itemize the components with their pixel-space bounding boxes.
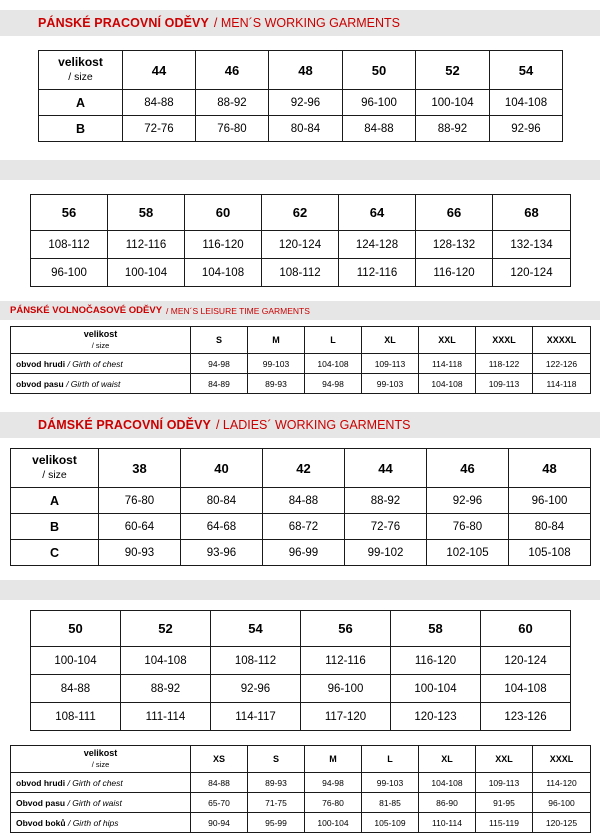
col-header: 42	[263, 449, 345, 488]
heading-ladies-working-en: / LADIES´ WORKING GARMENTS	[215, 418, 411, 432]
col-header: XXL	[419, 327, 476, 354]
col-header: L	[305, 327, 362, 354]
table-cell: 60-64	[99, 514, 181, 540]
table-wrap-mens-working	[0, 50, 600, 142]
row-label-en: / Girth of waist	[66, 378, 121, 389]
heading-mens-leisure-en: / MEN´S LEISURE TIME GARMENTS	[166, 305, 310, 316]
heading-band-blank-1	[0, 160, 600, 180]
col-header: M	[248, 327, 305, 354]
table-cell: 96-100	[533, 793, 591, 813]
col-header: 46	[427, 449, 509, 488]
table-ladies-working-continued	[30, 610, 571, 731]
table-cell: 124-128	[339, 231, 416, 259]
table-row	[11, 488, 591, 514]
col-header: 56	[31, 195, 108, 231]
table-cell: 120-124	[262, 231, 339, 259]
table-cell: 104-108	[481, 675, 571, 703]
table-cell: 84-89	[191, 374, 248, 394]
table-cell: 80-84	[269, 116, 343, 142]
table-ladies-leisure	[10, 745, 591, 833]
col-header: 56	[301, 611, 391, 647]
table-cell: 92-96	[490, 116, 563, 142]
spacer-1	[0, 142, 600, 160]
table-cell: 65-70	[191, 793, 248, 813]
table-cell: 89-93	[248, 374, 305, 394]
table-row	[11, 773, 591, 793]
table-row	[39, 90, 563, 116]
table-cell: 99-103	[248, 354, 305, 374]
table-cell: 100-104	[416, 90, 490, 116]
table-cell: 109-113	[476, 374, 533, 394]
heading-mens-working	[0, 10, 600, 36]
size-label-main: velikost	[83, 748, 118, 759]
col-header: 48	[509, 449, 591, 488]
size-label-sub: / size	[91, 341, 110, 350]
spacer-6	[0, 438, 600, 448]
row-label-en: / Girth of chest	[67, 777, 123, 788]
table-row	[11, 813, 591, 833]
table-cell: 108-112	[211, 647, 301, 675]
col-header: 62	[262, 195, 339, 231]
table-cell: 92-96	[269, 90, 343, 116]
col-header: XXXL	[476, 327, 533, 354]
table-cell: 108-112	[31, 231, 108, 259]
table-cell: 120-124	[481, 647, 571, 675]
table-cell: 110-114	[419, 813, 476, 833]
table-cell: 109-113	[476, 773, 533, 793]
table-cell: 84-88	[123, 90, 196, 116]
heading-mens-working-en: / MEN´S WORKING GARMENTS	[213, 16, 401, 30]
table-cell: 99-102	[345, 540, 427, 566]
table-cell: 84-88	[31, 675, 121, 703]
size-label-cell	[39, 51, 123, 90]
table-cell: 99-103	[362, 374, 419, 394]
table-row	[11, 327, 591, 354]
table-cell: 71-75	[248, 793, 305, 813]
table-cell: 100-104	[391, 675, 481, 703]
col-header: 44	[345, 449, 427, 488]
table-cell: 114-118	[419, 354, 476, 374]
row-label: A	[39, 90, 123, 116]
table-cell: 104-108	[305, 354, 362, 374]
spacer-5	[0, 394, 600, 412]
table-cell: 112-116	[339, 259, 416, 287]
row-label-cz: obvod pasu	[16, 378, 64, 389]
size-label-sub: / size	[68, 71, 93, 83]
heading-ladies-working-cz: DÁMSKÉ PRACOVNÍ ODĚVY	[38, 418, 211, 432]
size-label-main: velikost	[83, 329, 118, 340]
table-cell: 91-95	[476, 793, 533, 813]
col-header: XL	[362, 327, 419, 354]
table-cell: 72-76	[123, 116, 196, 142]
table-cell: 104-108	[419, 773, 476, 793]
table-cell: 94-98	[305, 374, 362, 394]
table-row	[11, 514, 591, 540]
col-header: 52	[416, 51, 490, 90]
heading-mens-working-cz: PÁNSKÉ PRACOVNÍ ODĚVY	[38, 16, 209, 30]
row-label-cz: Obvod boků	[16, 817, 66, 828]
spacer-8	[0, 600, 600, 610]
table-row	[31, 195, 571, 231]
table-row	[11, 374, 591, 394]
table-cell: 92-96	[211, 675, 301, 703]
table-cell: 90-93	[99, 540, 181, 566]
row-label-cz: obvod hrudi	[16, 358, 66, 369]
table-cell: 104-108	[121, 647, 211, 675]
col-header: 58	[108, 195, 185, 231]
spacer-3	[0, 287, 600, 301]
col-header: 50	[31, 611, 121, 647]
table-cell: 96-100	[301, 675, 391, 703]
col-header: S	[191, 327, 248, 354]
table-cell: 90-94	[191, 813, 248, 833]
spacer-7	[0, 566, 600, 580]
table-mens-leisure	[10, 326, 591, 394]
table-cell: 94-98	[191, 354, 248, 374]
table-cell: 104-108	[419, 374, 476, 394]
table-row	[39, 116, 563, 142]
table-cell: 117-120	[301, 703, 391, 731]
table-cell: 100-104	[108, 259, 185, 287]
table-cell: 105-108	[509, 540, 591, 566]
table-cell: 122-126	[533, 354, 591, 374]
row-label	[11, 354, 191, 374]
table-ladies-working	[10, 448, 591, 566]
heading-mens-leisure	[0, 301, 600, 320]
table-cell: 114-117	[211, 703, 301, 731]
table-cell: 88-92	[121, 675, 211, 703]
row-label-en: / Girth of hips	[67, 817, 119, 828]
size-label-main: velikost	[58, 55, 103, 70]
table-cell: 102-105	[427, 540, 509, 566]
col-header: 66	[416, 195, 493, 231]
table-cell: 80-84	[509, 514, 591, 540]
size-label-sub: / size	[42, 469, 67, 481]
table-row	[31, 611, 571, 647]
table-row	[31, 703, 571, 731]
size-label-cell	[11, 746, 191, 773]
table-mens-working	[38, 50, 563, 142]
top-spacer	[0, 0, 600, 10]
table-row	[31, 259, 571, 287]
table-cell: 96-100	[509, 488, 591, 514]
col-header: 60	[185, 195, 262, 231]
table-cell: 104-108	[490, 90, 563, 116]
col-header: XXXXL	[533, 327, 591, 354]
table-row	[11, 746, 591, 773]
table-cell: 68-72	[263, 514, 345, 540]
row-label	[11, 374, 191, 394]
table-row	[11, 540, 591, 566]
table-cell: 118-122	[476, 354, 533, 374]
table-cell: 95-99	[248, 813, 305, 833]
table-cell: 84-88	[263, 488, 345, 514]
size-label-cell	[11, 449, 99, 488]
table-cell: 100-104	[31, 647, 121, 675]
table-cell: 108-112	[262, 259, 339, 287]
table-wrap-ladies-leisure	[0, 745, 600, 833]
table-cell: 112-116	[108, 231, 185, 259]
spacer-2	[0, 180, 600, 194]
spacer-9	[0, 731, 600, 745]
row-label: A	[11, 488, 99, 514]
table-cell: 88-92	[345, 488, 427, 514]
col-header: 46	[196, 51, 269, 90]
table-wrap-mens-working-cont	[0, 194, 600, 287]
col-header: 40	[181, 449, 263, 488]
row-label	[11, 813, 191, 833]
table-row	[11, 354, 591, 374]
row-label-en: / Girth of chest	[67, 358, 123, 369]
row-label: C	[11, 540, 99, 566]
table-cell: 116-120	[416, 259, 493, 287]
table-cell: 93-96	[181, 540, 263, 566]
size-label-main: velikost	[32, 453, 77, 468]
table-cell: 120-124	[493, 259, 571, 287]
table-row	[31, 675, 571, 703]
table-row	[11, 793, 591, 813]
table-cell: 116-120	[185, 231, 262, 259]
table-wrap-mens-leisure	[0, 326, 600, 394]
col-header: S	[248, 746, 305, 773]
table-cell: 100-104	[305, 813, 362, 833]
col-header: XXXL	[533, 746, 591, 773]
table-cell: 81-85	[362, 793, 419, 813]
table-row	[39, 51, 563, 90]
table-cell: 94-98	[305, 773, 362, 793]
table-cell: 115-119	[476, 813, 533, 833]
row-label-cz: Obvod pasu	[16, 797, 66, 808]
table-row	[11, 449, 591, 488]
col-header: 64	[339, 195, 416, 231]
col-header: XXL	[476, 746, 533, 773]
row-label-en: / Girth of waist	[67, 797, 122, 808]
table-cell: 88-92	[416, 116, 490, 142]
table-cell: 92-96	[427, 488, 509, 514]
col-header: 52	[121, 611, 211, 647]
heading-ladies-working	[0, 412, 600, 438]
table-cell: 89-93	[248, 773, 305, 793]
table-cell: 109-113	[362, 354, 419, 374]
heading-band-blank-2	[0, 580, 600, 600]
col-header: 48	[269, 51, 343, 90]
table-cell: 80-84	[181, 488, 263, 514]
col-header: 44	[123, 51, 196, 90]
col-header: 58	[391, 611, 481, 647]
table-cell: 72-76	[345, 514, 427, 540]
table-cell: 99-103	[362, 773, 419, 793]
heading-mens-leisure-cz: PÁNSKÉ VOLNOČASOVÉ ODĚVY	[10, 305, 163, 316]
col-header: 60	[481, 611, 571, 647]
table-wrap-ladies-working-cont	[0, 610, 600, 731]
table-cell: 111-114	[121, 703, 211, 731]
spacer-after-heading-1	[0, 36, 600, 50]
row-label: B	[11, 514, 99, 540]
table-cell: 84-88	[191, 773, 248, 793]
table-cell: 84-88	[343, 116, 416, 142]
col-header: XL	[419, 746, 476, 773]
table-mens-working-continued	[30, 194, 571, 287]
table-cell: 128-132	[416, 231, 493, 259]
table-cell: 86-90	[419, 793, 476, 813]
table-cell: 76-80	[99, 488, 181, 514]
col-header: L	[362, 746, 419, 773]
table-row	[31, 231, 571, 259]
table-cell: 123-126	[481, 703, 571, 731]
table-cell: 96-100	[31, 259, 108, 287]
table-row	[31, 647, 571, 675]
table-cell: 76-80	[196, 116, 269, 142]
table-cell: 96-99	[263, 540, 345, 566]
col-header: 50	[343, 51, 416, 90]
row-label-cz: obvod hrudi	[16, 777, 66, 788]
table-cell: 116-120	[391, 647, 481, 675]
table-cell: 104-108	[185, 259, 262, 287]
size-label-cell	[11, 327, 191, 354]
table-cell: 76-80	[305, 793, 362, 813]
table-cell: 132-134	[493, 231, 571, 259]
col-header: 68	[493, 195, 571, 231]
table-cell: 108-111	[31, 703, 121, 731]
table-wrap-ladies-working	[0, 448, 600, 566]
col-header: XS	[191, 746, 248, 773]
table-cell: 120-125	[533, 813, 591, 833]
size-label-sub: / size	[91, 760, 110, 769]
table-cell: 88-92	[196, 90, 269, 116]
table-cell: 112-116	[301, 647, 391, 675]
col-header: 54	[211, 611, 301, 647]
row-label	[11, 793, 191, 813]
row-label: B	[39, 116, 123, 142]
table-cell: 105-109	[362, 813, 419, 833]
table-cell: 114-118	[533, 374, 591, 394]
table-cell: 120-123	[391, 703, 481, 731]
table-cell: 96-100	[343, 90, 416, 116]
table-cell: 64-68	[181, 514, 263, 540]
table-cell: 114-120	[533, 773, 591, 793]
table-cell: 76-80	[427, 514, 509, 540]
col-header: 38	[99, 449, 181, 488]
row-label	[11, 773, 191, 793]
col-header: 54	[490, 51, 563, 90]
col-header: M	[305, 746, 362, 773]
